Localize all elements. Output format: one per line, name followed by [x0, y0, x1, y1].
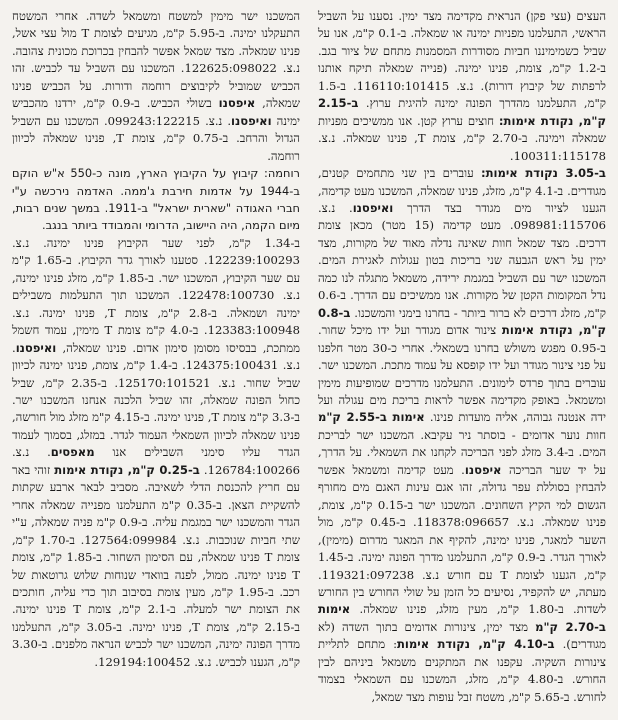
text-run: זוהי באר עם חריץ להכנסת הדלי לשאיבה. מסביב לבאר ארבע שקתות להשקיית הצאן. ב-0.35 ק"מ התעלמנו מפנייה שמאלה אחרי הגדר והמשכנו ישר במגמת עליה. ב-0.9 ק"מ פניה שמאלה, ע"י שתי חביות שנוכבות. נ.צ. 127564:099984. ב-1.70 ק"מ, צומת T פנינו שמאלה, עם הסימון השחור. ב-1.85 ק"מ, צומת T פנינו ימינה. ממול, לפנה בוואדי שנוחות שלוש גרוטאות של רכב. ב-1.95 ק"מ, מעין צומת בסיבוב תוך כדי עליה, חותכים את הצומת ישר למעלה. ב-2.1 ק"מ, צומת T פנינו ימינה. ב-2.15 ק"מ, צומת T, פנינו ימינה. ב-3.05 ק"מ, התעלמנו מדרך הפונה ימינה, המשכנו ישר לכביש הנראה מלפנים. ב-3.30 ק"מ, הגענו לכביש. נ.צ. 129194:100452. [12, 462, 301, 669]
text-run: מצד ימין, צינורות אדומים בתוך השדה (לא מגודרים). [318, 619, 606, 652]
text-run: . נ.צ. 098981:115706. מעט קדימה (15 מטר) מכאן צומת דרכים. מצד שמאל חוות שאינה נדלה מאוד של מקורות, מצד ימין על ראש הגבעה שני בריכות בטון עגולות לאגירת המים. המשכנו ישר עם השביל במגמת ירידה, משמאל מתגלה לנו כמה נדל המקומות הקטן של מקורות. אנו ממשיכים עם הדרך. ב-0.6 ק"מ, מזלג דרכים לא ברור ביותר - בחרנו בימני והמשכנו. [318, 200, 606, 320]
left-paragraph-3 [12, 235, 300, 671]
checkpoint-bold: ב-0.8 ק"מ, נקודת אימות [318, 305, 607, 338]
reset-bold: איפסנו [464, 462, 502, 477]
reset-bold: איפסנו [218, 96, 256, 111]
text-run: חוצים ערוץ קטן. אנו ממשיכים מפניות שמאלה וימינה. ב-2.70 ק"מ, צומת T, פנינו שמאלה. נ.צ. 100311:115178. [318, 113, 606, 163]
checkpoint-bold: ב-0.25 ק"מ, נקודת אימות [54, 462, 200, 477]
kibbutz-info-paragraph: רוחמה: קיבוץ על הקיבוץ הארץ, מונה כ-550 א"ש הוקם ב-1944 על אדמות חירבת ג'ממה. האדמה נירכשה ע"י חברי האגודה "שארית ישראל" ב-1911. במשך שנים רבות, מיום הקמה, היה היישוב, הדרומי והמבודד ביותר בנגב. [12, 166, 300, 233]
text-run: : מתחם לתליית צינורות השקיה. עקפנו את המתקנים משמאל ביניהם לבין החורש. ב-4.80 ק"מ, מזלג, המשכנו עם השמאלי בצמוד לחורש. ב-5.65 ק"מ, משטח זבל עופות מצד שמאל, [318, 637, 606, 704]
left-text-column [12, 8, 300, 671]
reset-bold: ואיפסנו [231, 113, 272, 128]
checkpoint-bold: ב-2.15 ק"מ, נקודת אימות: [318, 96, 606, 128]
text-run: המשכנו ישר מימין למשטח ומשמאל לשדה. אחרי המשטח התעקלנו ימינה. ב-5.95 ק"מ, מגיעים לצומת T מול עצי אשל, פנינו שמאלה. מצד שמאל אפשר להבחין בכרוכת מכונית צהובה. נ.צ. 122625:098022. המשכנו עם השביל עד לכביש. זהו הכביש שמוביל לקיבוצים רוחמה ודורות. על הכביש פנינו שמאלה, [12, 9, 300, 111]
reset-bold: מאפסים [50, 445, 95, 460]
checkpoint-bold: ב-3.05 נקודת אימות: [480, 166, 606, 181]
text-run: בשולי הכביש. ב-0.9 ק"מ, ירדנו מהכביש ימינה [12, 96, 301, 128]
text-run: . נ.צ. 099243:122215. המשכנו עם השביל הגדול והרחב. ב-0.75 ק"מ, צומת T, פנינו שמאלה לכיוון רוחמה. [12, 113, 300, 163]
text-run: חוות נוער אדומים - בוסתר ניר עקיבא. המשכנו ישר לבריכת המים. ב-3.4 מזלג לפני הבריכה לקחנו את השמאלי. על הדרך, על יד שער הבריכה [318, 427, 606, 477]
reset-bold: ואיפסנו [15, 340, 57, 355]
text-run: . נ.צ. 126784:100266. [12, 445, 300, 477]
checkpoint-bold: ב-4.10 ק"מ, נקודת אימות [397, 637, 555, 652]
text-run: עוברים בין שני מתחמים קטנים, מגודרים. ב-4.1 ק"מ, מזלג, פנינו שמאלה, המשכנו מעט קדימה, הגענו לציור מים מגודר בצד הדרך [318, 166, 606, 215]
checkpoint-bold: אימות ב-2.55 ק"מ [318, 410, 425, 425]
text-run: . מעט קדימה ומשמאל אפשר להבחין בסוללת עפר גדולה, זהו אגם עינות האגם מים מחורף הגשום למי הקיץ השחונים. המשכנו ישר ב-0.15 ק"מ, צומת, פנינו שמאלה. נ.צ. 118378:096657. ב-0.45 ק"מ, מול השער למאגר, פנינו ימינה, להקיף את המאגר מדרום (מימין), לאורך הגדר. ב-0.9 ק"מ, התעלמנו מדרך הפונה ימינה. ב-1.45 ק"מ, הגענו לצומת T עם חורש נ.צ. 119321:097238. מעתה, יש להקפיד, נסיעים כל הזמן על שולי החורש בין החורש לשדות. ב-1.80 ק"מ, מעין מזלג, פנינו שמאלה. [318, 462, 606, 617]
checkpoint-bold: אימות ב-2.70 ק"מ [318, 602, 606, 634]
text-run: . נ.צ. 124375:100431. ב-1.4 ק"מ, צומת, פנינו ימינה לכיוון שביל שחור. נ.צ. 125170:101521. ב-2.35 ק"מ, שביל כחול הפונה שמאלה, זהו שביל הלכנה אנחנו המשכנו ישר. ב-3.3 ק"מ צומת T, פנינו ימינה. ב-4.15 ק"מ מזלג מול חורשה, פנינו שמאלה לכיוון השמאלי העמוד לגדר. במזלג, בסמוך לעמוד הגדר עליו סימני השבילים אנו [12, 340, 300, 460]
right-paragraph-2 [318, 165, 606, 706]
text-run: העצים (עצי פקן) הנראית מקדימה מצד ימין. נסענו על השביל הראשי, התעלמנו מפניות ימינה או שמאלה. ב-0.1 ק"מ, אנו על שביל כשמימיננו חביות מסודרות המסמנות מתחם של ציור בגב. ב-1.2 ק"מ, צומת, פנינו ימינה. (פנייה שמאלה תיקח אותנו לרפתות של קיבוץ דורות). נ.צ. 116110:101415. ב-1.5 ק"מ, התעלמנו מהדרך הפונה ימינה להיגית ערוץ. [318, 9, 606, 111]
right-paragraph-1 [318, 8, 606, 165]
text-run: ב-1.34 ק"מ, לפני שער הקיבוץ פנינו ימינה. נ.צ. 122239:100293. סטענו לאורך גדר הקיבוץ. ב-1.65 ק"מ עם שער הקיבוץ, המשכנו ישר. ב-1.85 ק"מ, מזלג פנינו ימינה, נ.צ. 122478:100730. המשכנו תוך התעלמות משבילים ימינה ושמאלה. ב-2.8 ק"מ, צומת T, פנינו ימינה. נ.צ. 123383:100948. ב-4.0 ק"מ צומת T מימין, עמוד חשמל ממתכת, בבסיסו מסומן סימון אדום. פנינו שמאלה, [12, 235, 300, 355]
text-run: צינור אדום מגודר ועל ידו מיכל שחור. ב-0.95 מפגש משולש בחרנו בשמאלי. אחרי כ-30 מטר חלפנו על פני צינור מגודר ועל ידו קופסא על עמוד מתכת. המשכנו ישר. עוברים בתוך פרדס לימונים. התעלמנו מדרכים שמופיעות מימין ומשמאל. באופק מקדימה אפשר לראות בריכת מים עגולה ועל ידה אנטנה גבוהה, אליה מועדות פנינו. [318, 323, 606, 425]
right-text-column [318, 8, 606, 706]
reset-bold: ואיפסנו [352, 200, 394, 215]
left-paragraph-1 [12, 8, 300, 165]
